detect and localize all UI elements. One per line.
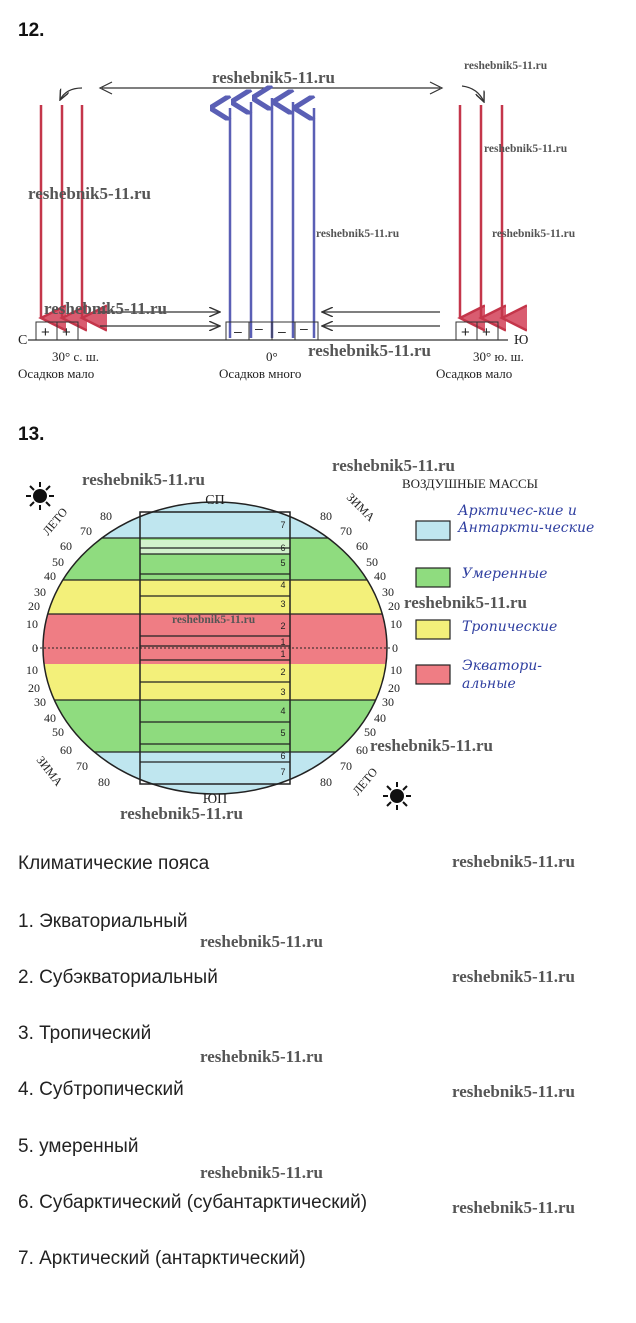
lat-label: 20 [388, 599, 400, 613]
lat-label: 60 [60, 539, 72, 553]
belt-number: 1 [280, 649, 286, 659]
task-12-number: 12. [18, 20, 45, 41]
lat-label: 50 [52, 725, 64, 739]
lat-label: 10 [390, 617, 402, 631]
precip-low-right: Осадков мало [436, 366, 513, 381]
lat-label: 70 [340, 524, 352, 538]
lat-label: 20 [28, 681, 40, 695]
plus-sign: + [62, 324, 71, 341]
minus-sign: – [255, 320, 263, 336]
lat-label: 20 [388, 681, 400, 695]
legend-label-temperate: Умеренные [462, 566, 548, 582]
sun-icon [383, 782, 411, 810]
watermark: reshebnik5-11.ru [120, 804, 243, 823]
belt-item: 1. Экваториальный [18, 911, 188, 932]
belt-number: 4 [280, 706, 286, 716]
belt-number: 2 [280, 667, 286, 677]
watermark: reshebnik5-11.ru [484, 143, 568, 155]
lat-label: 10 [26, 663, 38, 677]
lat-label: 30 [34, 695, 46, 709]
watermark: reshebnik5-11.ru [370, 736, 493, 755]
lat-label: 50 [52, 555, 64, 569]
belt-item: 7. Арктический (антарктический) [18, 1248, 306, 1269]
watermark: reshebnik5-11.ru [452, 1082, 575, 1101]
lat-0-label: 0° [266, 349, 278, 364]
lat-30n-label: 30° с. ш. [52, 349, 99, 364]
lat-label: 80 [320, 775, 332, 789]
lat-label: 80 [320, 509, 332, 523]
watermark: reshebnik5-11.ru [316, 228, 400, 240]
legend-swatch-equatorial [416, 665, 450, 684]
watermark: reshebnik5-11.ru [82, 470, 205, 489]
lat-label: 10 [26, 617, 38, 631]
precip-low-left: Осадков мало [18, 366, 95, 381]
belt-item: 3. Тропический [18, 1023, 152, 1044]
legend-swatch-temperate [416, 568, 450, 587]
belt-number: 6 [280, 543, 286, 553]
belt-number: 5 [280, 558, 286, 568]
lat-label: 30 [34, 585, 46, 599]
belt-number: 7 [280, 767, 286, 777]
plus-sign: + [41, 324, 50, 341]
lat-30s-label: 30° ю. ш. [473, 349, 524, 364]
belt-item: 4. Субтропический [18, 1079, 184, 1100]
minus-sign: – [278, 323, 286, 339]
sun-icon [26, 482, 54, 510]
belt-number: 3 [280, 599, 286, 609]
belt-item: 2. Субэкваториальный [18, 967, 218, 988]
legend-label-arctic: Арктичес-кие и Антаркти-ческие [458, 503, 595, 536]
watermark: reshebnik5-11.ru [452, 1198, 575, 1217]
lat-label: 80 [100, 509, 112, 523]
watermark: reshebnik5-11.ru [200, 1163, 323, 1182]
belt-number: 3 [280, 687, 286, 697]
watermark: reshebnik5-11.ru [200, 1047, 323, 1066]
lat-label: 40 [44, 711, 56, 725]
north-label: С [18, 333, 28, 348]
legend-swatch-arctic [416, 521, 450, 540]
lat-label: 60 [356, 743, 368, 757]
lat-label: 0 [392, 641, 398, 655]
watermark: reshebnik5-11.ru [28, 184, 151, 203]
task-13-number: 13. [18, 424, 45, 445]
lat-label: 10 [390, 663, 402, 677]
belt-item: 5. умеренный [18, 1136, 139, 1157]
lat-label: 40 [44, 569, 56, 583]
legend-label-equatorial: Экватори-альные [462, 658, 542, 692]
belts-title: Климатические пояса [18, 853, 210, 874]
season-summer-label: ЛЕТО [39, 504, 71, 538]
season-winter-label: ЗИМА [343, 490, 378, 525]
watermark: reshebnik5-11.ru [404, 593, 527, 612]
watermark: reshebnik5-11.ru [212, 68, 335, 87]
belt-number: 6 [280, 751, 286, 761]
lat-label: 50 [364, 725, 376, 739]
north-pole-label: СП [205, 493, 225, 508]
minus-sign: – [234, 323, 242, 339]
lat-label: 0 [32, 641, 38, 655]
watermark: reshebnik5-11.ru [332, 456, 455, 475]
season-winter-label: ЗИМА [33, 753, 66, 789]
lat-label: 70 [340, 759, 352, 773]
watermark: reshebnik5-11.ru [172, 614, 256, 626]
belt-number: 4 [280, 580, 286, 590]
lat-label: 40 [374, 711, 386, 725]
lat-label: 30 [382, 695, 394, 709]
plus-sign: + [482, 324, 491, 341]
lat-label: 60 [60, 743, 72, 757]
minus-sign: – [300, 320, 308, 336]
watermark: reshebnik5-11.ru [452, 967, 575, 986]
watermark: reshebnik5-11.ru [200, 932, 323, 951]
watermark: reshebnik5-11.ru [452, 852, 575, 871]
lat-label: 60 [356, 539, 368, 553]
south-label: Ю [514, 333, 529, 348]
lat-label: 30 [382, 585, 394, 599]
belt-item: 6. Субарктический (субантарктический) [18, 1192, 368, 1213]
season-summer-label: ЛЕТО [349, 764, 381, 798]
lat-label: 40 [374, 569, 386, 583]
legend-swatch-tropical [416, 620, 450, 639]
legend-title: ВОЗДУШНЫЕ МАССЫ [402, 476, 539, 491]
watermark: reshebnik5-11.ru [308, 341, 431, 360]
legend-label-tropical: Тропические [462, 619, 558, 635]
watermark: reshebnik5-11.ru [492, 228, 576, 240]
lat-label: 70 [76, 759, 88, 773]
lat-label: 50 [366, 555, 378, 569]
plus-sign: + [461, 324, 470, 341]
watermark: reshebnik5-11.ru [464, 60, 548, 72]
belt-number: 5 [280, 728, 286, 738]
lat-label: 20 [28, 599, 40, 613]
watermark: reshebnik5-11.ru [44, 299, 167, 318]
lat-label: 70 [80, 524, 92, 538]
precip-high: Осадков много [219, 366, 302, 381]
belt-number: 2 [280, 621, 286, 631]
south-pole-label: ЮП [202, 792, 228, 807]
belt-number: 7 [280, 520, 286, 530]
belt-number: 1 [280, 637, 286, 647]
lat-label: 80 [98, 775, 110, 789]
